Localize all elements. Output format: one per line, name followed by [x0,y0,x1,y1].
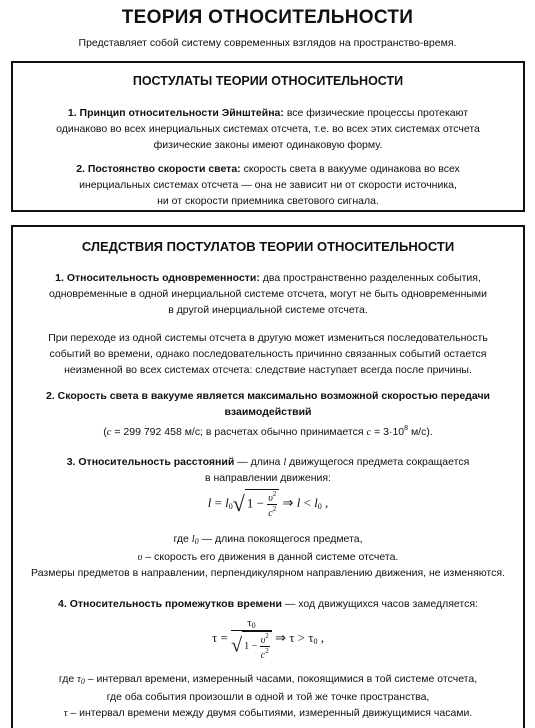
consequence-3-text: — длина [234,456,284,468]
note-text: неизменной во всех системах отсчета: следствие наступает всегда после причины. [64,363,472,376]
where-text: где [173,533,192,545]
postulates-box [11,61,525,212]
consequence-1-text: два пространственно разделенных события, [259,272,481,284]
consequence-4-title: 4. Относительность промежутков времени [58,598,282,610]
consequence-3-text: в направлении движения: [205,471,331,484]
page-title: ТЕОРИЯ ОТНОСИТЕЛЬНОСТИ [121,7,414,28]
consequence-2-title: взаимодействий [224,405,312,418]
consequence-1-note [13,331,523,378]
where-text: — длина покоящегося предмета, [198,533,363,545]
velocity-symbol: υ [137,551,143,563]
note-text: При переходе из одной системы отсчета в другую может измениться последовательность [48,332,488,344]
consequence-3-text: движущегося предмета сокращается [286,456,470,468]
consequence-3-text: Размеры предметов в направлении, перпендикулярном направлению движения, не изменяются. [31,566,505,579]
consequence-2-title: 2. Скорость света в вакууме является максимально возможной скоростью передачи [45,390,491,402]
note-text: событий во времени, однако последовательность причинно связанных событий остается [49,347,487,360]
postulate-1-text: все физические процессы протекают [283,107,469,119]
consequence-3-where [13,532,523,581]
postulate-2 [13,162,523,209]
postulate-2-text: ни от скорости приемника светового сигнала. [157,194,379,207]
postulate-2-text: инерциальных системах отсчета — она не зависит ни от скорости источника, [79,178,457,191]
subscript: 0 [194,537,199,546]
consequence-1-title: 1. Относительность одновременности: [55,272,260,284]
length-contraction-formula: $l = l_0√$ 1 − $\frac{\upsilon^2}{c^2}$ ⇒ $l < l_0$ , [207,490,329,519]
consequence-1-text: в другой инерциальной системе отсчета. [168,303,368,316]
postulate-2-title: 2. Постоянство скорости света: [76,163,241,175]
consequence-2-text: м/с). [408,425,433,438]
consequence-3-title: 3. Относительность расстояний [66,456,235,468]
postulate-1-text: физические законы имеют одинаковую форму. [153,138,383,151]
postulate-2-text: скорость света в вакууме одинакова во всех [240,163,460,175]
proper-time-symbol: τ [77,674,81,685]
where-text: – интервал времени, измеренный часами, покоящимися в той системе отсчета, [84,673,478,685]
consequence-4-where [13,672,523,721]
postulates-heading: ПОСТУЛАТЫ ТЕОРИИ ОТНОСИТЕЛЬНОСТИ [132,74,404,88]
consequence-1-text: одновременные в одной инерциальной системе отсчета, могут не быть одновременными [48,287,488,300]
postulate-1 [13,106,523,153]
time-symbol: τ [63,707,68,719]
consequence-2-text: ( [103,425,107,438]
subscript: 0 [80,677,85,686]
where-text: где оба события произошли в одной и той же точке пространства, [106,690,430,703]
consequence-2-text: = 299 792 458 м/с; в расчетах обычно принимается [111,425,367,438]
consequences-box [11,225,525,728]
exponent: 8 [404,424,409,432]
where-text: где [58,673,78,685]
where-text: – интервал времени между двумя событиями, измеренный движущимися часами. [67,706,473,719]
consequence-4 [13,597,523,613]
speed-of-light-symbol: c [106,426,112,438]
postulate-1-text: одинаково во всех инерциальных системах отсчета, т.е. во всех этих системах отсчета [56,122,480,135]
time-dilation-formula: τ = $\tau_0$ √ 1 − $\frac{\upsilon^2}{c^2}$ ⇒ $\tau > \tau_0$ , [212,617,324,661]
page-subtitle: Представляет собой систему современных взглядов на пространство-время. [78,37,457,49]
speed-of-light-symbol: c [366,426,372,438]
length-symbol: l [283,457,287,468]
consequence-2 [13,389,523,440]
consequence-1 [13,271,523,318]
postulate-1-title: 1. Принцип относительности Эйнштейна: [67,107,284,119]
consequences-heading: СЛЕДСТВИЯ ПОСТУЛАТОВ ТЕОРИИ ОТНОСИТЕЛЬНОСТИ [81,239,455,254]
rest-length-symbol: l [191,534,195,545]
consequence-3 [13,455,523,487]
where-text: – скорость его движения в данной системе отсчета. [142,550,399,563]
consequence-4-text: — ход движущихся часов замедляется: [281,598,478,610]
consequence-2-text: = 3·10 [371,425,405,438]
